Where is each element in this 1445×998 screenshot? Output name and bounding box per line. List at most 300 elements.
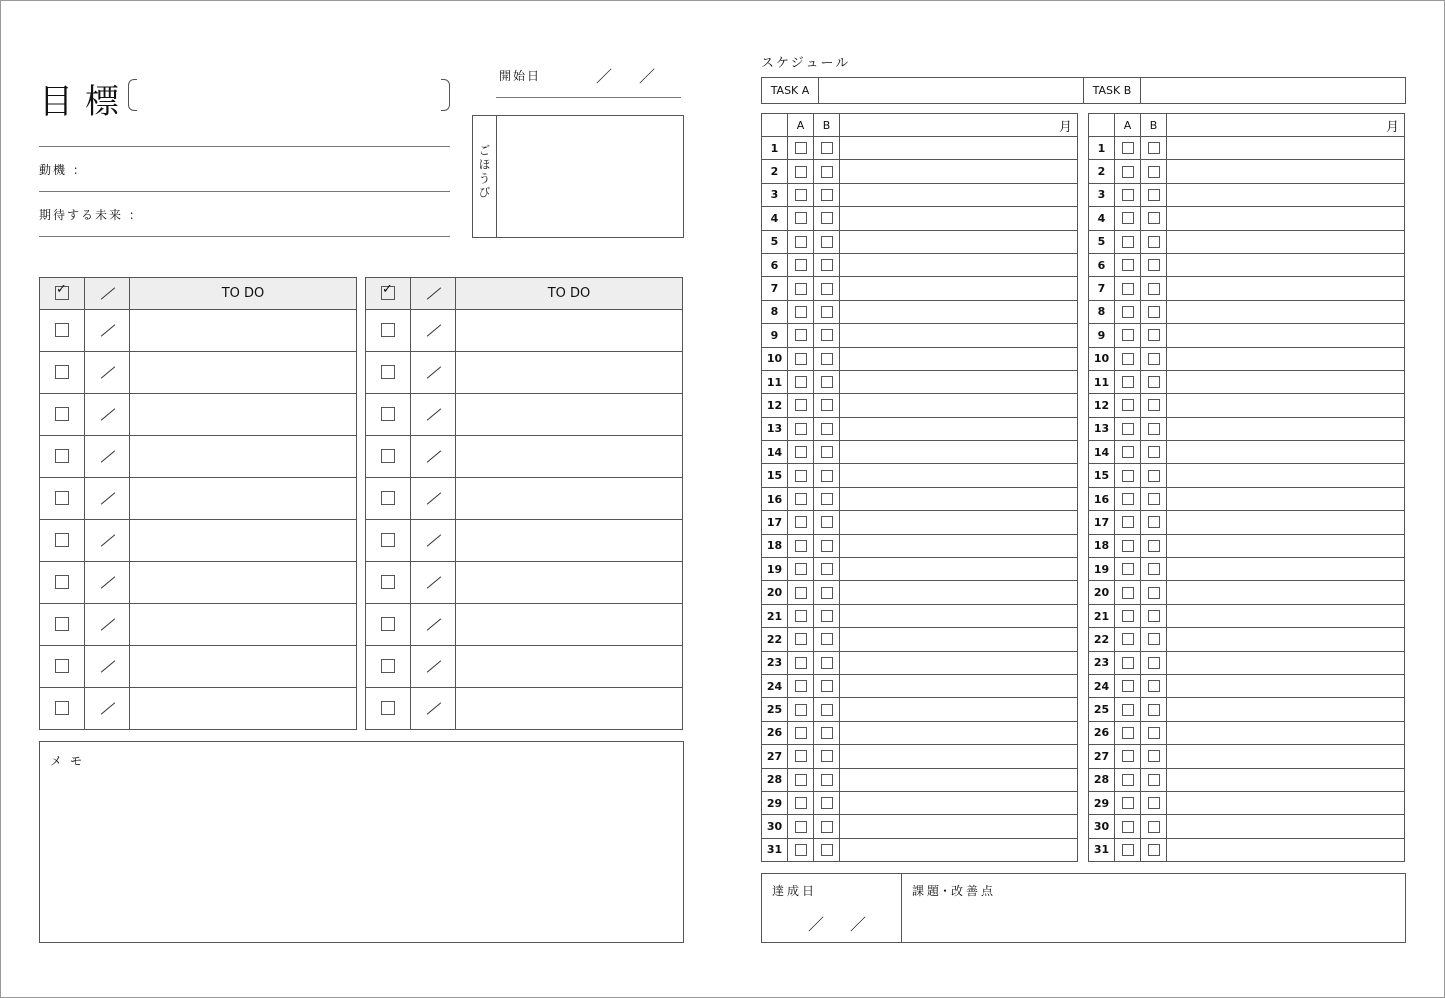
task-b-checkbox[interactable] (821, 399, 833, 411)
day-note-field[interactable] (840, 137, 1077, 159)
task-a-checkbox[interactable] (795, 376, 807, 388)
task-a-checkbox[interactable] (1122, 633, 1134, 645)
task-b-checkbox[interactable] (821, 189, 833, 201)
goal-title: 目標 (39, 82, 131, 122)
task-b-checkbox[interactable] (821, 493, 833, 505)
task-b-checkbox[interactable] (1148, 493, 1160, 505)
header-date-cell (85, 278, 130, 309)
checkbox[interactable] (55, 701, 69, 715)
todo-text-field[interactable] (130, 520, 356, 561)
task-a-checkbox[interactable] (795, 750, 807, 762)
task-a-checkbox[interactable] (795, 329, 807, 341)
task-b-checkbox[interactable] (821, 750, 833, 762)
checkbox[interactable] (55, 533, 69, 547)
task-a-checkbox[interactable] (795, 657, 807, 669)
task-b-checkbox[interactable] (1148, 797, 1160, 809)
todo-text-field[interactable] (456, 646, 682, 687)
task-b-checkbox[interactable] (821, 446, 833, 458)
task-a-checkbox[interactable] (1122, 516, 1134, 528)
day-note-field[interactable] (840, 418, 1077, 440)
task-a-checkbox[interactable] (795, 727, 807, 739)
task-b-checkbox[interactable] (821, 844, 833, 856)
task-a-checkbox[interactable] (795, 797, 807, 809)
day-note-field[interactable] (840, 535, 1077, 557)
day-note-field[interactable] (1167, 418, 1404, 440)
task-a-checkbox[interactable] (795, 610, 807, 622)
checkbox[interactable] (55, 491, 69, 505)
day-row (1089, 184, 1404, 207)
todo-text-field[interactable] (130, 394, 356, 435)
day-note-field[interactable] (1167, 745, 1404, 767)
todo-text-field[interactable] (130, 562, 356, 603)
day-note-field[interactable] (1167, 394, 1404, 416)
task-a-checkbox[interactable] (795, 563, 807, 575)
day-row (1089, 745, 1404, 768)
task-b-checkbox[interactable] (1148, 306, 1160, 318)
task-b-checkbox[interactable] (821, 212, 833, 224)
task-a-checkbox[interactable] (795, 283, 807, 295)
day-note-field[interactable] (840, 745, 1077, 767)
task-b-checkbox[interactable] (821, 353, 833, 365)
checkbox[interactable] (381, 575, 395, 589)
day-note-field[interactable] (1167, 371, 1404, 393)
day-number: 15 (1089, 464, 1115, 486)
day-number: 6 (762, 254, 788, 276)
day-note-field[interactable] (840, 769, 1077, 791)
day-note-field[interactable] (840, 839, 1077, 861)
task-a-checkbox[interactable] (1122, 306, 1134, 318)
day-note-field[interactable] (1167, 254, 1404, 276)
day-row (1089, 628, 1404, 651)
day-number: 8 (1089, 301, 1115, 323)
day-number: 25 (1089, 698, 1115, 720)
task-b-checkbox[interactable] (1148, 166, 1160, 178)
task-b-checkbox[interactable] (821, 540, 833, 552)
todo-table-left (39, 277, 357, 730)
todo-text-field[interactable] (130, 310, 356, 351)
task-b-checkbox[interactable] (821, 236, 833, 248)
day-number: 10 (762, 348, 788, 370)
day-note-field[interactable] (840, 605, 1077, 627)
checkbox[interactable] (55, 365, 69, 379)
task-a-checkbox[interactable] (795, 399, 807, 411)
task-a-checkbox[interactable] (795, 704, 807, 716)
checkbox[interactable] (55, 659, 69, 673)
task-b-checkbox[interactable] (1148, 470, 1160, 482)
day-note-field[interactable] (1167, 231, 1404, 253)
achievement-cell[interactable] (762, 874, 902, 942)
task-b-checkbox[interactable] (821, 704, 833, 716)
day-note-field[interactable] (1167, 652, 1404, 674)
day-note-field[interactable] (840, 488, 1077, 510)
todo-text-field[interactable] (456, 520, 682, 561)
day-row (762, 698, 1077, 721)
todo-row (40, 562, 356, 604)
day-number: 2 (762, 160, 788, 182)
task-b-checkbox[interactable] (821, 680, 833, 692)
day-note-field[interactable] (840, 441, 1077, 463)
task-b-checkbox[interactable] (1148, 727, 1160, 739)
task-b-checkbox[interactable] (1148, 212, 1160, 224)
day-note-field[interactable] (840, 792, 1077, 814)
checkbox[interactable] (381, 407, 395, 421)
day-row (762, 769, 1077, 792)
task-b-checkbox[interactable] (1148, 563, 1160, 575)
task-b-checkbox[interactable] (821, 142, 833, 154)
day-note-field[interactable] (1167, 324, 1404, 346)
day-number: 31 (1089, 839, 1115, 861)
day-note-field[interactable] (840, 277, 1077, 299)
task-b-checkbox[interactable] (821, 516, 833, 528)
goal-input-area[interactable] (140, 76, 436, 112)
task-a-checkbox[interactable] (795, 680, 807, 692)
day-number: 27 (762, 745, 788, 767)
task-b-checkbox[interactable] (821, 797, 833, 809)
checkbox[interactable] (381, 533, 395, 547)
task-b-checkbox[interactable] (1148, 376, 1160, 388)
task-a-checkbox[interactable] (1122, 610, 1134, 622)
schedule-title: スケジュール (761, 56, 851, 71)
checkbox[interactable] (381, 701, 395, 715)
task-b-checkbox[interactable] (1148, 516, 1160, 528)
day-note-field[interactable] (1167, 511, 1404, 533)
task-b-checkbox[interactable] (821, 470, 833, 482)
day-number: 26 (762, 722, 788, 744)
day-note-field[interactable] (840, 207, 1077, 229)
task-a-checkbox[interactable] (795, 353, 807, 365)
task-b-checkbox[interactable] (1148, 633, 1160, 645)
task-b-checkbox[interactable] (1148, 189, 1160, 201)
task-b-checkbox[interactable] (1148, 587, 1160, 599)
task-a-checkbox[interactable] (795, 446, 807, 458)
task-a-checkbox[interactable] (795, 236, 807, 248)
day-row (1089, 277, 1404, 300)
day-note-field[interactable] (840, 371, 1077, 393)
todo-text-field[interactable] (456, 436, 682, 477)
day-note-field[interactable] (840, 698, 1077, 720)
task-b-checkbox[interactable] (821, 423, 833, 435)
day-note-field[interactable] (1167, 184, 1404, 206)
todo-row (40, 478, 356, 520)
reward-box[interactable] (472, 115, 684, 238)
task-b-checkbox[interactable] (1148, 704, 1160, 716)
task-b-checkbox[interactable] (1148, 657, 1160, 669)
day-number: 5 (1089, 231, 1115, 253)
day-note-field[interactable] (1167, 815, 1404, 837)
day-number: 7 (762, 277, 788, 299)
task-b-checkbox[interactable] (1148, 680, 1160, 692)
task-a-checkbox[interactable] (1122, 259, 1134, 271)
task-a-checkbox[interactable] (795, 212, 807, 224)
todo-text-field[interactable] (130, 688, 356, 729)
day-note-field[interactable] (1167, 605, 1404, 627)
todo-text-field[interactable] (130, 436, 356, 477)
todo-header-label: TO DO (547, 286, 591, 301)
task-a-checkbox[interactable] (1122, 587, 1134, 599)
task-a-checkbox[interactable] (1122, 680, 1134, 692)
task-b-checkbox[interactable] (1148, 399, 1160, 411)
task-a-checkbox[interactable] (1122, 470, 1134, 482)
day-row (762, 511, 1077, 534)
task-b-checkbox[interactable] (821, 259, 833, 271)
todo-text-field[interactable] (130, 478, 356, 519)
task-b-checkbox[interactable] (1148, 423, 1160, 435)
day-note-field[interactable] (1167, 137, 1404, 159)
task-b-checkbox[interactable] (821, 166, 833, 178)
day-note-field[interactable] (840, 348, 1077, 370)
task-b-checkbox[interactable] (821, 563, 833, 575)
day-note-field[interactable] (840, 652, 1077, 674)
task-a-checkbox[interactable] (1122, 563, 1134, 575)
month-label[interactable]: 月 (1058, 119, 1072, 135)
task-a-checkbox[interactable] (1122, 423, 1134, 435)
day-number: 13 (1089, 418, 1115, 440)
day-note-field[interactable] (1167, 301, 1404, 323)
task-a-checkbox[interactable] (1122, 657, 1134, 669)
task-a-checkbox[interactable] (1122, 704, 1134, 716)
day-note-field[interactable] (840, 254, 1077, 276)
day-note-field[interactable] (840, 722, 1077, 744)
task-b-checkbox[interactable] (821, 306, 833, 318)
task-b-checkbox[interactable] (821, 633, 833, 645)
task-a-checkbox[interactable] (795, 166, 807, 178)
reward-label: ごほうび (477, 144, 491, 200)
todo-text-field[interactable] (130, 604, 356, 645)
todo-text-field[interactable] (456, 352, 682, 393)
task-a-checkbox[interactable] (1122, 844, 1134, 856)
day-row (762, 722, 1077, 745)
task-a-checkbox[interactable] (1122, 774, 1134, 786)
todo-row (40, 520, 356, 562)
day-note-field[interactable] (1167, 160, 1404, 182)
task-a-checkbox[interactable] (795, 423, 807, 435)
day-number: 27 (1089, 745, 1115, 767)
checkbox[interactable] (381, 491, 395, 505)
reward-label-column (473, 116, 497, 237)
task-b-checkbox[interactable] (821, 587, 833, 599)
day-note-field[interactable] (1167, 722, 1404, 744)
todo-text-field[interactable] (456, 478, 682, 519)
day-note-field[interactable] (840, 231, 1077, 253)
task-a-checkbox[interactable] (1122, 212, 1134, 224)
day-note-field[interactable] (840, 581, 1077, 603)
day-note-field[interactable] (1167, 464, 1404, 486)
day-note-field[interactable] (1167, 441, 1404, 463)
task-b-checkbox[interactable] (1148, 329, 1160, 341)
task-a-checkbox[interactable] (1122, 446, 1134, 458)
task-b-checkbox[interactable] (821, 376, 833, 388)
day-note-field[interactable] (840, 160, 1077, 182)
todo-row (366, 352, 682, 394)
task-b-checkbox[interactable] (821, 329, 833, 341)
month-label[interactable]: 月 (1385, 119, 1399, 135)
check-mark-icon: ✓ (382, 282, 393, 297)
slash-icon (101, 324, 115, 336)
checkbox[interactable] (55, 575, 69, 589)
task-b-checkbox[interactable] (1148, 259, 1160, 271)
task-a-checkbox[interactable] (1122, 399, 1134, 411)
issues-input[interactable] (903, 902, 1403, 940)
checkbox[interactable] (381, 659, 395, 673)
day-number: 26 (1089, 722, 1115, 744)
todo-text-field[interactable] (456, 604, 682, 645)
day-note-field[interactable] (1167, 839, 1404, 861)
day-note-field[interactable] (840, 558, 1077, 580)
checkbox[interactable] (381, 323, 395, 337)
task-b-checkbox[interactable] (1148, 446, 1160, 458)
todo-text-field[interactable] (456, 688, 682, 729)
task-a-checkbox[interactable] (795, 540, 807, 552)
task-b-checkbox[interactable] (1148, 844, 1160, 856)
task-a-checkbox[interactable] (795, 516, 807, 528)
day-note-field[interactable] (840, 394, 1077, 416)
task-b-checkbox[interactable] (821, 774, 833, 786)
task-b-checkbox[interactable] (1148, 353, 1160, 365)
task-a-checkbox[interactable] (1122, 540, 1134, 552)
task-b-checkbox[interactable] (821, 821, 833, 833)
task-a-checkbox[interactable] (795, 633, 807, 645)
day-note-field[interactable] (840, 511, 1077, 533)
task-a-checkbox[interactable] (795, 587, 807, 599)
todo-row (40, 646, 356, 688)
task-a-checkbox[interactable] (795, 493, 807, 505)
day-note-field[interactable] (840, 628, 1077, 650)
slash-icon (101, 366, 115, 378)
day-row (1089, 722, 1404, 745)
todo-row (40, 310, 356, 352)
day-note-field[interactable] (1167, 558, 1404, 580)
checkbox[interactable] (381, 449, 395, 463)
day-note-field[interactable] (840, 464, 1077, 486)
task-bar (761, 77, 1406, 104)
task-a-checkbox[interactable] (1122, 283, 1134, 295)
day-note-field[interactable] (1167, 792, 1404, 814)
day-number: 11 (1089, 371, 1115, 393)
day-note-field[interactable] (1167, 581, 1404, 603)
checkbox[interactable] (55, 449, 69, 463)
day-number: 16 (762, 488, 788, 510)
slash-icon (101, 702, 115, 714)
task-a-checkbox[interactable] (795, 470, 807, 482)
task-a-checkbox[interactable] (1122, 376, 1134, 388)
day-note-field[interactable] (1167, 628, 1404, 650)
checkbox[interactable] (55, 617, 69, 631)
todo-text-field[interactable] (456, 562, 682, 603)
day-note-field[interactable] (840, 324, 1077, 346)
memo-box[interactable] (39, 741, 684, 943)
month-header (762, 114, 1077, 137)
task-a-checkbox[interactable] (1122, 142, 1134, 154)
day-note-field[interactable] (840, 184, 1077, 206)
checkbox[interactable] (55, 323, 69, 337)
todo-rows (40, 310, 356, 729)
task-a-checkbox[interactable] (795, 821, 807, 833)
day-note-field[interactable] (1167, 277, 1404, 299)
day-number: 10 (1089, 348, 1115, 370)
task-a-checkbox[interactable] (1122, 493, 1134, 505)
month-table-right (1088, 113, 1405, 862)
task-a-checkbox[interactable] (795, 259, 807, 271)
day-row (762, 348, 1077, 371)
todo-text-field[interactable] (130, 352, 356, 393)
slash-icon (101, 450, 115, 462)
checkbox[interactable] (381, 617, 395, 631)
day-note-field[interactable] (840, 675, 1077, 697)
task-b-checkbox[interactable] (821, 610, 833, 622)
slash-icon (427, 576, 441, 588)
todo-text-field[interactable] (456, 310, 682, 351)
task-a-checkbox[interactable] (795, 774, 807, 786)
task-b-input[interactable] (1141, 78, 1405, 103)
task-a-checkbox[interactable] (795, 189, 807, 201)
check-mark-icon: ✓ (56, 282, 67, 297)
day-note-field[interactable] (1167, 207, 1404, 229)
task-a-checkbox[interactable] (795, 142, 807, 154)
day-number: 4 (762, 207, 788, 229)
task-b-checkbox[interactable] (821, 283, 833, 295)
day-row (1089, 698, 1404, 721)
day-row (1089, 675, 1404, 698)
task-a-checkbox[interactable] (1122, 236, 1134, 248)
day-note-field[interactable] (1167, 488, 1404, 510)
task-a-checkbox[interactable] (1122, 189, 1134, 201)
task-a-input[interactable] (819, 78, 1084, 103)
task-b-checkbox[interactable] (1148, 774, 1160, 786)
day-number: 24 (762, 675, 788, 697)
task-a-checkbox[interactable] (1122, 329, 1134, 341)
day-row (762, 605, 1077, 628)
task-b-checkbox[interactable] (821, 727, 833, 739)
task-b-checkbox[interactable] (1148, 750, 1160, 762)
task-b-checkbox[interactable] (1148, 610, 1160, 622)
task-b-checkbox[interactable] (1148, 540, 1160, 552)
day-number: 3 (1089, 184, 1115, 206)
day-note-field[interactable] (1167, 348, 1404, 370)
checkbox[interactable] (381, 365, 395, 379)
task-b-checkbox[interactable] (1148, 142, 1160, 154)
task-b-checkbox[interactable] (1148, 236, 1160, 248)
task-a-checkbox[interactable] (795, 844, 807, 856)
col-a-label: A (1115, 114, 1141, 136)
task-a-checkbox[interactable] (1122, 797, 1134, 809)
task-b-checkbox[interactable] (1148, 821, 1160, 833)
day-note-field[interactable] (840, 815, 1077, 837)
task-a-checkbox[interactable] (1122, 353, 1134, 365)
slash-icon (101, 618, 115, 630)
task-a-checkbox[interactable] (1122, 166, 1134, 178)
day-row (762, 464, 1077, 487)
task-b-checkbox[interactable] (1148, 283, 1160, 295)
day-note-field[interactable] (1167, 675, 1404, 697)
task-a-checkbox[interactable] (1122, 821, 1134, 833)
task-a-label: TASK A (762, 78, 819, 103)
checkbox[interactable] (55, 407, 69, 421)
todo-text-field[interactable] (456, 394, 682, 435)
task-a-checkbox[interactable] (1122, 727, 1134, 739)
day-note-field[interactable] (1167, 698, 1404, 720)
task-a-checkbox[interactable] (795, 306, 807, 318)
day-row (1089, 301, 1404, 324)
day-note-field[interactable] (1167, 769, 1404, 791)
day-note-field[interactable] (1167, 535, 1404, 557)
day-number: 8 (762, 301, 788, 323)
task-a-checkbox[interactable] (1122, 750, 1134, 762)
slash-icon (427, 324, 441, 336)
day-note-field[interactable] (840, 301, 1077, 323)
day-number: 22 (1089, 628, 1115, 650)
todo-text-field[interactable] (130, 646, 356, 687)
task-b-checkbox[interactable] (821, 657, 833, 669)
